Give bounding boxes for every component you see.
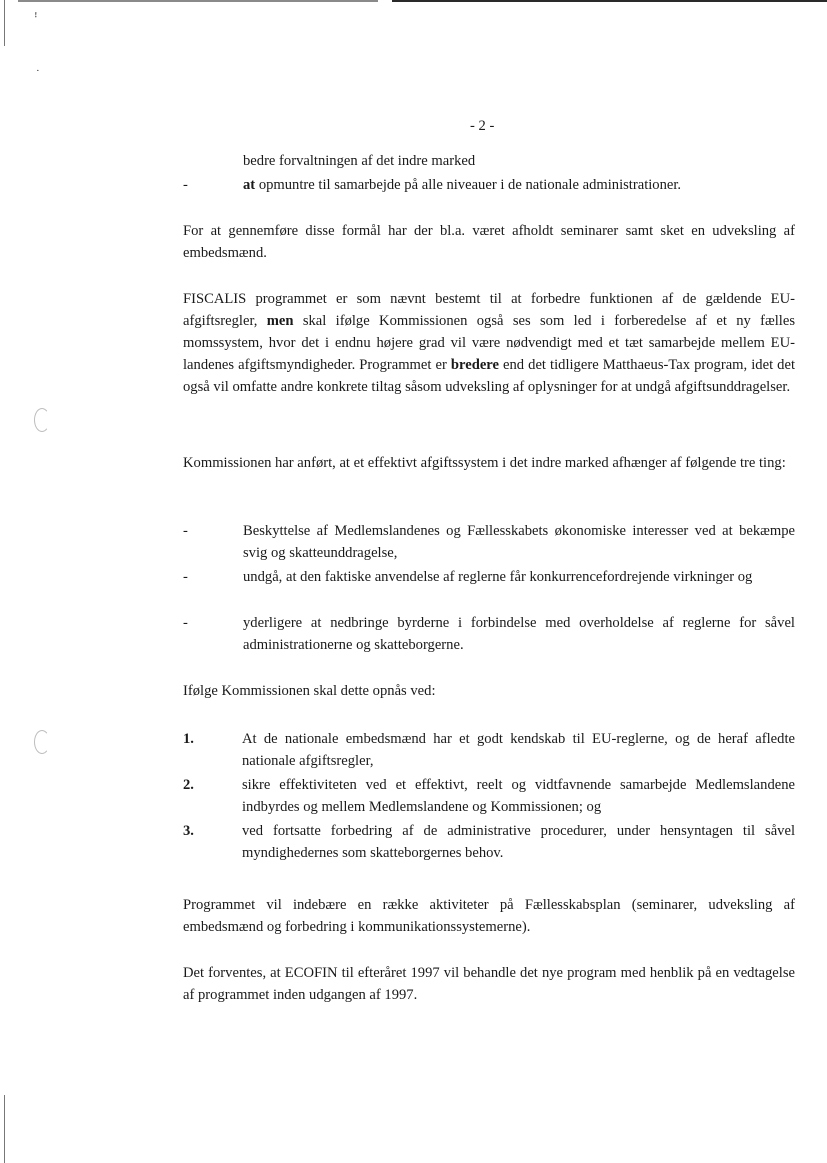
fiscalis-text-2: skal ifølge Kommissionen også ses som led i forberedelse af et ny fælles momssystem, hvor det i endnu højere grad vil være nødvendigt med et tæt samarbejde mellem EU-landenes afgiftsmyndigheder. Programmet er xyxy=(183,313,795,373)
punch-hole-mark xyxy=(34,730,50,754)
scan-speck: · xyxy=(36,65,40,77)
numbered-item-text: At de nationale embedsmænd har et godt kendskab til EU-reglerne, og de heraf afledte nationale afgiftsregler, xyxy=(242,731,795,769)
paragraph-achieved-by: Ifølge Kommissionen skal dette opnås ved: xyxy=(183,683,436,699)
page-number: - 2 - xyxy=(470,118,495,134)
scan-top-border-left xyxy=(18,0,378,2)
paragraph-seminars: For at gennemføre disse formål har der bl.a. været afholdt seminarer samt sket en udveksling af embedsmænd. xyxy=(183,223,795,261)
bullet-body: opmuntre til samarbejde på alle niveauer i de nationale administrationer. xyxy=(255,177,682,193)
list-continuation-line: bedre forvaltningen af det indre marked xyxy=(243,153,476,169)
number-marker: 1. xyxy=(183,731,194,747)
numbered-item-text: sikre effektiviteten ved et effektivt, reelt og vidtfavnende samarbejde Medlemslandene indbyrdes og mellem Medlemslandene og Kommissionen; og xyxy=(242,777,795,815)
fiscalis-text-3: end det tidligere Matthaeus-Tax program, idet det også vil omfatte andre konkrete tiltag såsom udveksling af oplysninger for at undgå afgiftsunddragelser. xyxy=(183,357,796,395)
paragraph-commission-three-things: Kommissionen har anført, at et effektivt afgiftssystem i det indre marked afhænger af følgende tre ting: xyxy=(183,455,786,471)
dash-item-text: undgå, at den faktiske anvendelse af reglerne får konkurrencefordrejende virkninger og xyxy=(243,569,753,585)
paragraph-activities: Programmet vil indebære en række aktiviteter på Fællesskabsplan (seminarer, udveksling af embedsmænd og forbedring i kommunikationssystemerne). xyxy=(183,897,795,935)
paragraph-fiscalis xyxy=(183,288,795,398)
punch-hole-mark xyxy=(34,408,50,432)
dash-marker: - xyxy=(183,523,188,539)
fiscalis-bold-men: men xyxy=(266,313,294,329)
dash-item-text: Beskyttelse af Medlemslandenes og Fællesskabets økonomiske interesser ved at bekæmpe svig og skatteunddragelse, xyxy=(243,523,795,561)
dash-marker: - xyxy=(183,615,188,631)
bullet-lead-word: at xyxy=(243,177,256,193)
bullet-marker: - xyxy=(183,177,188,193)
dash-marker: - xyxy=(183,569,188,585)
scan-top-border-right xyxy=(392,0,827,2)
number-marker: 2. xyxy=(183,777,194,793)
dash-item-text: yderligere at nedbringe byrderne i forbindelse med overholdelse af reglerne for såvel administrationerne og skatteborgerne. xyxy=(243,615,795,653)
scan-left-edge-top xyxy=(4,0,5,46)
numbered-item-text: ved fortsatte forbedring af de administrative procedurer, under hensyntagen til såvel myndighedernes som skatteborgernes behov. xyxy=(242,823,795,861)
scan-speck: ꜝ xyxy=(34,13,38,25)
scan-left-edge-bottom xyxy=(4,1095,5,1163)
number-marker: 3. xyxy=(183,823,194,839)
intro-bullet-text xyxy=(243,174,795,196)
paragraph-ecofin: Det forventes, at ECOFIN til efteråret 1997 vil behandle det nye program med henblik på en vedtagelse af programmet inden udgangen af 1997. xyxy=(183,965,795,1003)
fiscalis-text-1: FISCALIS programmet er som nævnt bestemt til at forbedre funktionen af de gældende EU-afgiftsregler, xyxy=(183,291,795,329)
fiscalis-bold-bredere: bredere xyxy=(450,357,499,373)
